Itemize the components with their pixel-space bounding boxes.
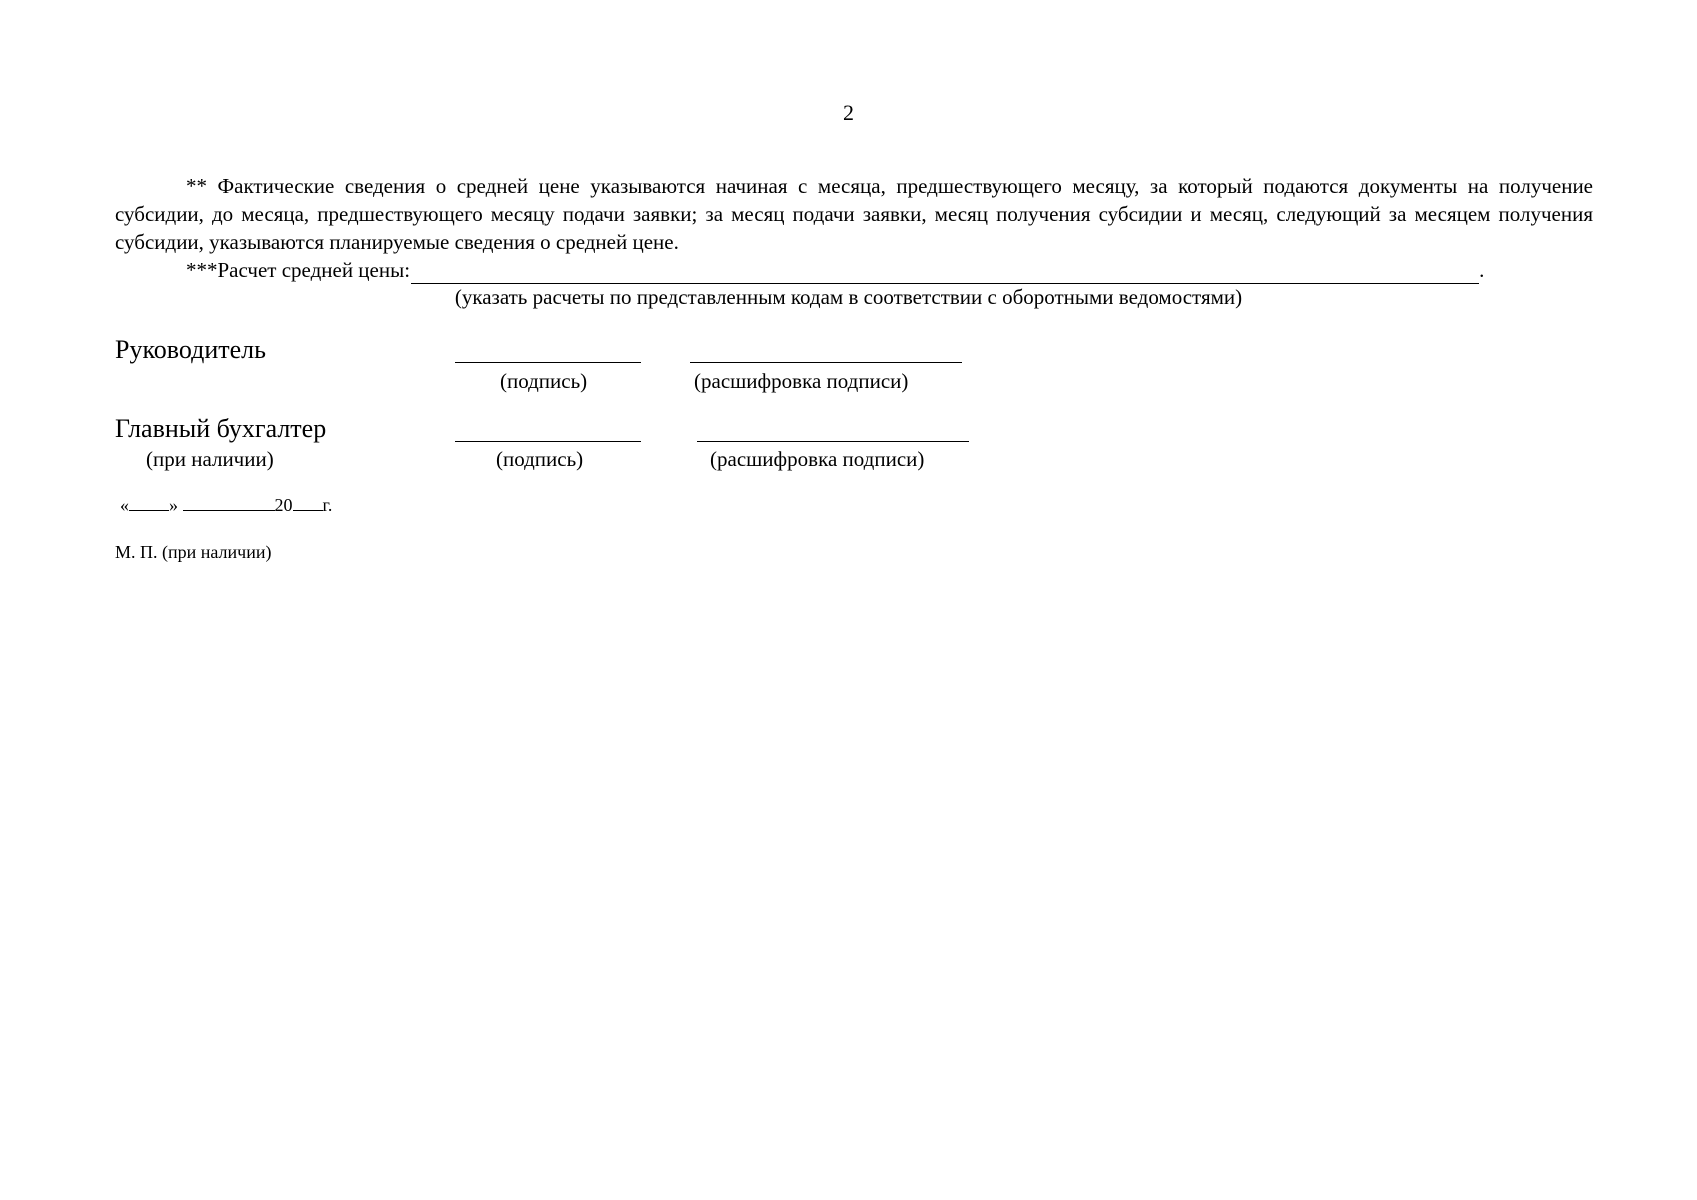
- date-year-blank: [293, 494, 323, 511]
- accountant-label: Главный бухгалтер: [115, 414, 327, 443]
- date-day-blank: [129, 494, 169, 511]
- footnote-average-price: ** Фактические сведения о средней цене указываются начиная с месяца, предшествующего месяцу, за который подаются документы на получение субсидии, до месяца, предшествующего месяцу подачи заявки; за месяц подачи заявки, месяц получения субсидии и месяц, следующий за месяцем получения субсидии, указываются планируемые сведения о средней цене.: [115, 174, 1593, 254]
- head-signature-line: [455, 362, 641, 363]
- accountant-signature-line: [455, 441, 641, 442]
- head-decode-line: [690, 362, 962, 363]
- head-label: Руководитель: [115, 335, 266, 364]
- stamp-note: М. П. (при наличии): [115, 542, 272, 562]
- date-year-suffix: г.: [322, 495, 333, 515]
- accountant-sign-caption: (подпись): [496, 447, 584, 471]
- accountant-decode-caption: (расшифровка подписи): [710, 447, 925, 471]
- date-close-quote: »: [169, 495, 178, 515]
- calc-note: (указать расчеты по представленным кодам в соответствии с оборотными ведомостями): [454, 285, 1243, 309]
- accountant-sub-label: (при наличии): [146, 447, 274, 471]
- page-number: 2: [843, 100, 854, 125]
- calc-label: ***Расчет средней цены:: [186, 258, 411, 282]
- date-month-blank: [183, 494, 275, 511]
- accountant-decode-line: [697, 441, 969, 442]
- head-decode-caption: (расшифровка подписи): [694, 369, 909, 393]
- head-sign-caption: (подпись): [500, 369, 588, 393]
- calc-line: [186, 256, 1526, 284]
- date-open-quote: «: [120, 495, 129, 515]
- calc-blank-line: [411, 261, 1479, 284]
- calc-end: .: [1479, 258, 1485, 282]
- date-year-prefix: 20: [274, 495, 293, 515]
- date-line: [120, 494, 332, 516]
